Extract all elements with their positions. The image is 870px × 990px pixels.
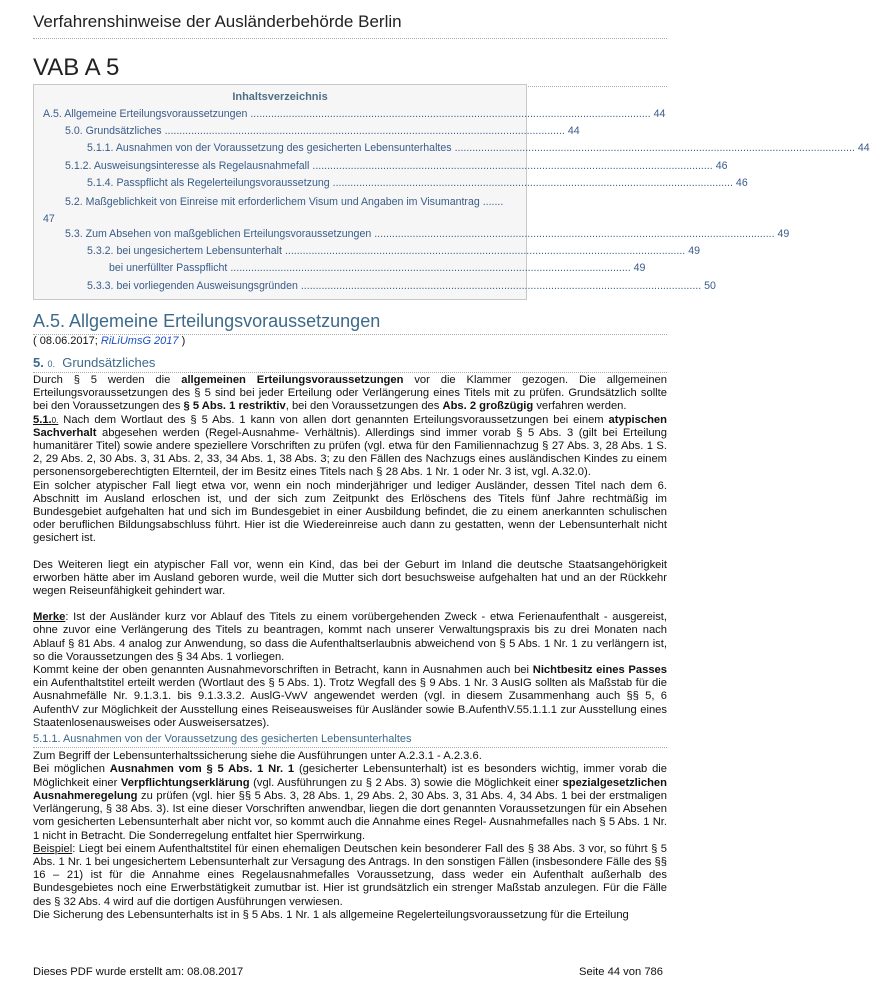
section-date: ( 08.06.2017; RiLiUmsG 2017 ) (33, 335, 186, 347)
footer-page-number: Seite 44 von 786 (579, 966, 663, 978)
rilium-link[interactable]: RiLiUmsG 2017 (100, 335, 179, 347)
toc-item[interactable]: 5.1.4. Passpflicht als Regelerteilungsvoraussetzung ........................................................................................................................................ 46 (87, 176, 748, 189)
toc-item[interactable]: bei unerfüllter Passpflicht ........................................................................................................................................ 49 (109, 262, 646, 275)
footer-created: Dieses PDF wurde erstellt am: 08.08.2017 (33, 966, 244, 978)
toc-item[interactable]: 5.3.3. bei vorliegenden Ausweisungsgründen ........................................................................................................................................ 50 (87, 279, 716, 292)
paragraph: Kommt keine der oben genannten Ausnahmevorschriften in Betracht, kann in Ausnahmen auch bei Nichtbesitz eines Passes ein Aufenthaltstitel erteilt werden (Wortlaut des § 5 Abs. 1). Trotz Wegfall des § 9 Abs. 1 Nr. 3 AusIG sollten als Maßstab für die Ausnahmefälle Nr. 9.1.3.1. bis 9.1.3.3.2. AuslG-VwV angewendet werden (vgl. in diesem Zusammenhang auch §§ 5, 6 AufenthV zur Möglichkeit der Ausstellung eines Reiseausweises für Ausländer sowie B.AufenthV.55.1.1.1 zur Ausstellung eines Staatenlosenausweises oder Ausweisersatzes). (33, 664, 668, 729)
toc-item[interactable]: 5.3. Zum Absehen von maßgeblichen Erteilungsvoraussetzungen ........................................................................................................................................ 49 (65, 227, 790, 240)
body-text (33, 374, 667, 922)
section-heading: A.5. Allgemeine Erteilungsvoraussetzungen (33, 311, 667, 335)
toc-item[interactable]: A.5. Allgemeine Erteilungsvoraussetzungen ........................................................................................................................................ 44 (43, 108, 666, 120)
paragraph: Merke: Ist der Ausländer kurz vor Ablauf des Titels zu einem vorübergehenden Zweck - etwa Ferienaufenthalt - ausgereist, ohne zuvor eine Verlängerung des Titels zu beantragen, kommt nach unserer Verwaltungspraxis bis zu drei Monaten nach Ablauf § 81 Abs. 4 analog zur Anwendung, so dass die Aufenthaltserlaubnis abweichend von § 5 Abs. 1 Nr. 1 zu verlängern ist, so die Voraussetzungen des § 34 Abs. 1 vorliegen. (33, 611, 667, 663)
paragraph: Zum Begriff der Lebensunterhaltssicherung siehe die Ausführungen unter A.2.3.1 - A.2.3.6. (33, 750, 482, 763)
paragraph: Die Sicherung des Lebensunterhalts ist in § 5 Abs. 1 Nr. 1 als allgemeine Regelerteilungsvoraussetzung für die Erteilung (33, 908, 629, 921)
toc-item[interactable]: 5.2. Maßgeblichkeit von Einreise mit erforderlichem Visum und Angaben im Visumantrag ....... 47 (43, 195, 504, 225)
table-of-contents (33, 84, 870, 300)
subsubsection-heading: 5.1.1. Ausnahmen von der Voraussetzung des gesicherten Lebensunterhaltes (33, 733, 667, 748)
toc-item[interactable]: 5.3.2. bei ungesichertem Lebensunterhalt ........................................................................................................................................ 49 (87, 245, 701, 258)
paragraph: Beispiel: Liegt bei einem Aufenthaltstitel für einen ehemaligen Deutschen kein besonderer Fall des § 38 Abs. 3 vor, so führt § 5 Abs. 1 Nr. 1 bei ungesichertem Lebensunterhalt zur Versagung des Antrags. In den sonstigen Fällen (insbesondere Fälle des §§ 16 – 21) ist für die Annahme eines Regelausnahmefalles Voraussetzung, dass weder ein Aufenthalt außerhalb des Bundesgebietes noch eine Erwerbstätigkeit zumutbar ist. Hier ist grundsätzlich ein strenger Maßstab anzulegen. Für die Fälle des § 32 Abs. 4 wird auf die dortigen Ausführungen verwiesen. (33, 842, 667, 908)
toc-item[interactable]: 5.1.2. Ausweisungsinteresse als Regelausnahmefall ........................................................................................................................................ 46 (65, 159, 728, 172)
subsection-heading: 5. 0. Grundsätzliches (33, 355, 667, 373)
page-header: Verfahrenshinweise der Ausländerbehörde Berlin (33, 12, 667, 39)
document-title: VAB A 5 (33, 54, 667, 87)
toc-item[interactable]: 5.1.1. Ausnahmen von der Voraussetzung des gesicherten Lebensunterhaltes ........................................................................................................................................ 44 (87, 142, 870, 155)
toc-item[interactable]: 5.0. Grundsätzliches ........................................................................................................................................ 44 (65, 125, 580, 138)
toc-heading: Inhaltsverzeichnis (232, 91, 328, 103)
paragraph: Ein solcher atypischer Fall liegt etwa vor, wenn ein noch minderjähriger und lediger Ausländer, dessen Titel nach dem 6. Abschnitt im Ausland erloschen ist, und der sich zum Zeitpunkt des Erlöschens des Titels fünf Jahre rechtmäßig im Bundesgebiet aufgehalten hat und sich im Bundesgebiet in einer Ausbildung befindet, die zu einem anerkannten schulischen oder beruflichen Bildungsabschluss führt. Hier ist die Wiedereinreise auch dann zu gestatten, wenn der Lebensunterhalt nicht gesichert ist. (33, 479, 667, 545)
paragraph: Bei möglichen Ausnahmen vom § 5 Abs. 1 Nr. 1 (gesicherter Lebensunterhalt) ist es besonders wichtig, immer vorab die Möglichkeit einer Verpflichtungserklärung (vgl. Ausführungen zu § 2 Abs. 3) sowie die Möglichkeit einer spezialgesetzlichen Ausnahmeregelung zu prüfen (vgl. hier §§ 5 Abs. 3, 28 Abs. 1, 29 Abs. 2, 30 Abs. 3, 31 Abs. 4, 34 Abs. 1 bei der erstmaligen Verlängerung, § 38 Abs. 3). Ist eine dieser Vorschriften anwendbar, liegen die dort genannten Voraussetzungen für ein Absehen vom gesicherten Lebensunterhalt aber nicht vor, so kommt auch die Annahme eines Regel- Ausnahmefalles nach § 5 Abs. 1 Nr. 1 nicht in Betracht. Die Sonderregelung entfaltet hier Sperrwirkung. (33, 763, 667, 842)
page-footer (33, 966, 663, 978)
paragraph: Durch § 5 werden die allgemeinen Erteilungsvoraussetzungen vor die Klammer gezogen. Die allgemeinen Erteilungsvoraussetzungen des § 5 sind bei jeder Erteilung oder Verlängerung eines Titels mit zu prüfen. Grundsätzlich sollte bei den Voraussetzungen des § 5 Abs. 1 restriktiv, bei den Voraussetzungen des Abs. 2 großzügig verfahren werden. (33, 374, 667, 413)
paragraph: Des Weiteren liegt ein atypischer Fall vor, wenn ein Kind, das bei der Geburt im Inland die deutsche Staatsangehörigkeit erworben hätte aber im Ausland geboren wurde, weil die Mutter sich dort besuchsweise aufgehalten hat und an der Rückkehr wegen Reiseunfähigkeit gehindert war. (33, 558, 667, 598)
paragraph: 5.1.0. Nach dem Wortlaut des § 5 Abs. 1 kann von allen dort genannten Erteilungsvoraussetzungen bei einem atypischen Sachverhalt abgesehen werden (Regel-Ausnahme- Verhältnis). Allerdings sind immer vorab § 5 Abs. 3 (gilt bei Erteilung humanitärer Titel) sowie andere speziellere Vorschriften zu prüfen (vgl. etwa für den Familiennachzug § 27 Abs. 3, 28 Abs. 1 S. 2, 29 Abs. 2, 30 Abs. 3, 31 Abs. 2, 33, 34 Abs. 1, 38 Abs. 3; zu den Fällen des Nachzugs eines ausländischen Kindes zu einem personensorgeberechtigten Elternteil, der im Besitz eines Titels nach § 28 Abs. 1 Nr. 1 oder Nr. 3 ist, vgl. A.32.0). (33, 413, 667, 479)
